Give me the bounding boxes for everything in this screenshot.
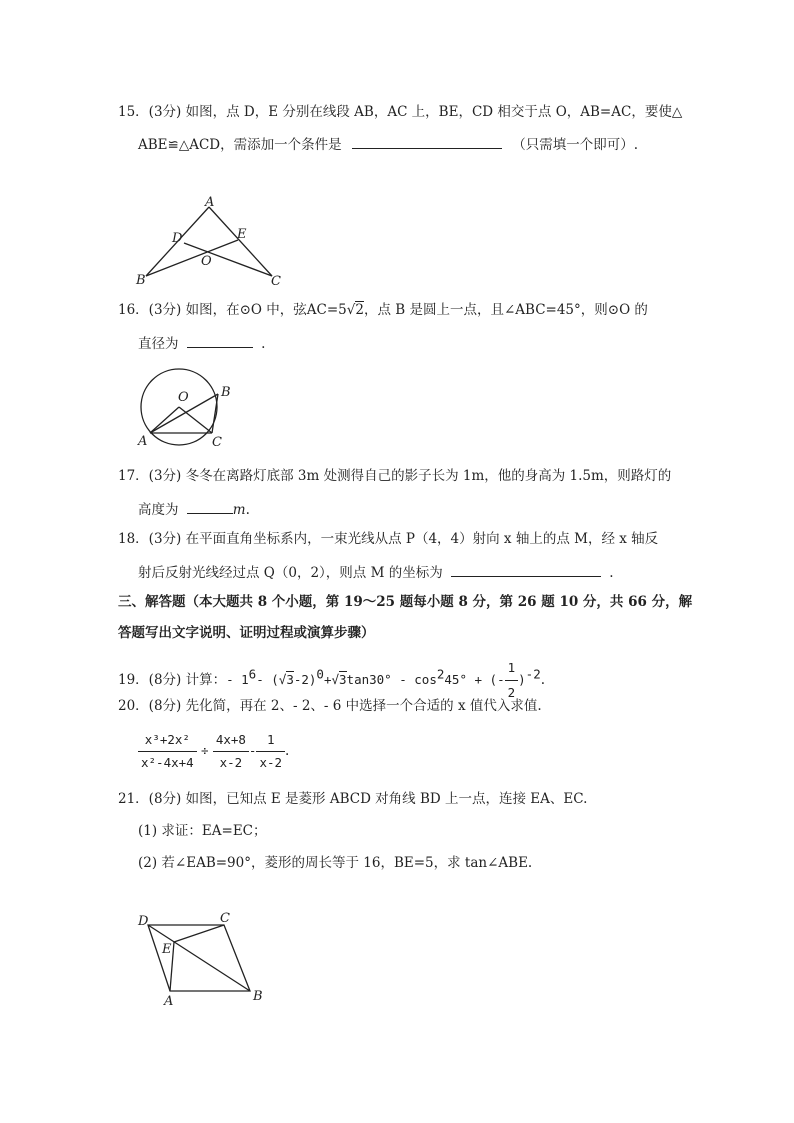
q19-exp-4: -2 bbox=[525, 666, 541, 682]
q20-line1: 20．(8分) 先化简，再在 2、- 2、- 6 中选择一个合适的 x 值代入求值. bbox=[118, 698, 542, 714]
q20-minus: - bbox=[248, 743, 257, 758]
label-e: E bbox=[162, 942, 172, 957]
label-c: C bbox=[271, 274, 281, 289]
section3-header-line2: 答题写出文字说明、证明过程或演算步骤） bbox=[118, 625, 375, 641]
label-c: C bbox=[220, 911, 230, 926]
label-c: C bbox=[212, 435, 222, 450]
q18-line1: 18．(3分) 在平面直角坐标系内，一束光线从点 P（4，4）射向 x 轴上的点 M，经 x 轴反 bbox=[118, 531, 659, 547]
q20-f2-num: 4x+8 bbox=[213, 730, 249, 752]
chord-bc bbox=[212, 394, 218, 433]
q19-exp-1: 6 bbox=[248, 666, 257, 682]
q16-line1 bbox=[118, 301, 648, 319]
q19-prefix: 19．(8分) 计算： bbox=[118, 672, 227, 688]
q20-expression bbox=[138, 730, 289, 773]
q15-line1: 15．(3分) 如图，点 D，E 分别在线段 AB，AC 上，BE，CD 相交于点 O，AB=AC，要使△ bbox=[118, 104, 683, 120]
q21-line1: 21．(8分) 如图，已知点 E 是菱形 ABCD 对角线 BD 上一点，连接 EA、EC. bbox=[118, 791, 588, 807]
label-d: D bbox=[138, 914, 149, 929]
q19-term-1: - 1 bbox=[226, 672, 249, 687]
q19-exp-2: 0 bbox=[316, 666, 324, 682]
q20-fraction-1 bbox=[138, 730, 197, 773]
q17-line2-prefix: 高度为 bbox=[138, 502, 179, 518]
q18-line2 bbox=[138, 562, 614, 582]
q15-line2-suffix: （只需填一个即可）. bbox=[512, 137, 639, 153]
q17-line2-suffix: . bbox=[245, 502, 250, 518]
diagonal-bd bbox=[148, 925, 250, 991]
q21-rhombus-figure bbox=[134, 908, 274, 1008]
label-o: O bbox=[201, 254, 212, 269]
sqrt-symbol: √ bbox=[278, 672, 287, 687]
q16-line2-suffix: . bbox=[261, 336, 266, 352]
q19-frac-den: 2 bbox=[507, 685, 516, 700]
sqrt-symbol: √ bbox=[331, 672, 340, 687]
q17-unit: m bbox=[232, 502, 246, 518]
q20-f3-num: 1 bbox=[256, 730, 285, 752]
q16-line2 bbox=[138, 333, 265, 353]
q16-line2-prefix: 直径为 bbox=[138, 336, 179, 352]
q17-answer-blank[interactable] bbox=[187, 499, 233, 514]
q15-line2-prefix: ABE≌△ACD，需添加一个条件是 bbox=[138, 137, 342, 153]
q20-f2-den: x-2 bbox=[219, 755, 243, 770]
q19-term-5: 45° + (- bbox=[444, 672, 505, 687]
label-e: E bbox=[237, 227, 247, 242]
label-b: B bbox=[136, 273, 146, 288]
q15-line2 bbox=[138, 134, 638, 154]
label-a: A bbox=[205, 195, 215, 210]
q19-term-2: - ( bbox=[256, 672, 279, 687]
label-o: O bbox=[178, 390, 189, 405]
segment-ec bbox=[174, 925, 224, 942]
q20-f1-num: x³+2x² bbox=[138, 730, 197, 752]
q19-term-3: -2) bbox=[293, 672, 317, 687]
q18-answer-blank[interactable] bbox=[451, 562, 601, 577]
sqrt-symbol: √ bbox=[346, 302, 356, 318]
radius-oc bbox=[179, 407, 212, 433]
label-b: B bbox=[221, 385, 231, 400]
q20-divide: ÷ bbox=[200, 743, 209, 758]
segment-cd bbox=[184, 243, 272, 276]
q20-end: . bbox=[285, 743, 290, 759]
q16-line1-part-a: 16．(3分) 如图，在⊙O 中，弦AC=5 bbox=[118, 302, 347, 318]
q19-suffix: . bbox=[540, 672, 546, 688]
q19-plus: + bbox=[323, 672, 332, 687]
q15-triangle-figure bbox=[134, 194, 294, 294]
q15-answer-blank[interactable] bbox=[352, 134, 502, 149]
q19-term-6: ) bbox=[518, 672, 526, 687]
q16-circle-figure bbox=[132, 366, 242, 454]
q18-line2-prefix: 射后反射光线经过点 Q（0，2），则点 M 的坐标为 bbox=[138, 565, 443, 581]
q19-term-4: tan30° - cos bbox=[346, 672, 437, 687]
label-d: D bbox=[172, 231, 183, 246]
q19-exp-3: 2 bbox=[436, 666, 445, 682]
radius-oa bbox=[150, 407, 179, 433]
q19-sqrt-2: 3 bbox=[339, 672, 347, 687]
q17-line1: 17．(3分) 冬冬在离路灯底部 3m 处测得自己的影子长为 1m，他的身高为 1.5m，则路灯的 bbox=[118, 468, 672, 484]
q16-answer-blank[interactable] bbox=[187, 333, 253, 348]
q21-part2: (2) 若∠EAB=90°，菱形的周长等于 16，BE=5，求 tan∠ABE. bbox=[138, 855, 533, 871]
q20-f1-den: x²-4x+4 bbox=[141, 755, 194, 770]
q20-fraction-3 bbox=[256, 730, 285, 773]
q20-f3-den: x-2 bbox=[259, 755, 283, 770]
q19-frac-num: 1 bbox=[505, 657, 519, 681]
q21-part1: (1) 求证：EA=EC； bbox=[138, 823, 267, 839]
q16-sqrt-value: 2 bbox=[355, 302, 364, 318]
label-b: B bbox=[253, 989, 263, 1004]
q20-fraction-2 bbox=[213, 730, 249, 773]
q19-sqrt-1: 3 bbox=[286, 672, 294, 687]
section3-header-line1: 三、解答题（本大题共 8 个小题，第 19～25 题每小题 8 分，第 26 题 10 分，共 66 分，解 bbox=[118, 594, 693, 610]
q17-line2 bbox=[138, 499, 250, 519]
label-a: A bbox=[164, 994, 174, 1008]
q16-line1-part-b: ，点 B 是圆上一点，且∠ABC=45°，则⊙O 的 bbox=[363, 302, 648, 318]
q18-line2-suffix: . bbox=[609, 565, 614, 581]
label-a: A bbox=[138, 434, 148, 449]
